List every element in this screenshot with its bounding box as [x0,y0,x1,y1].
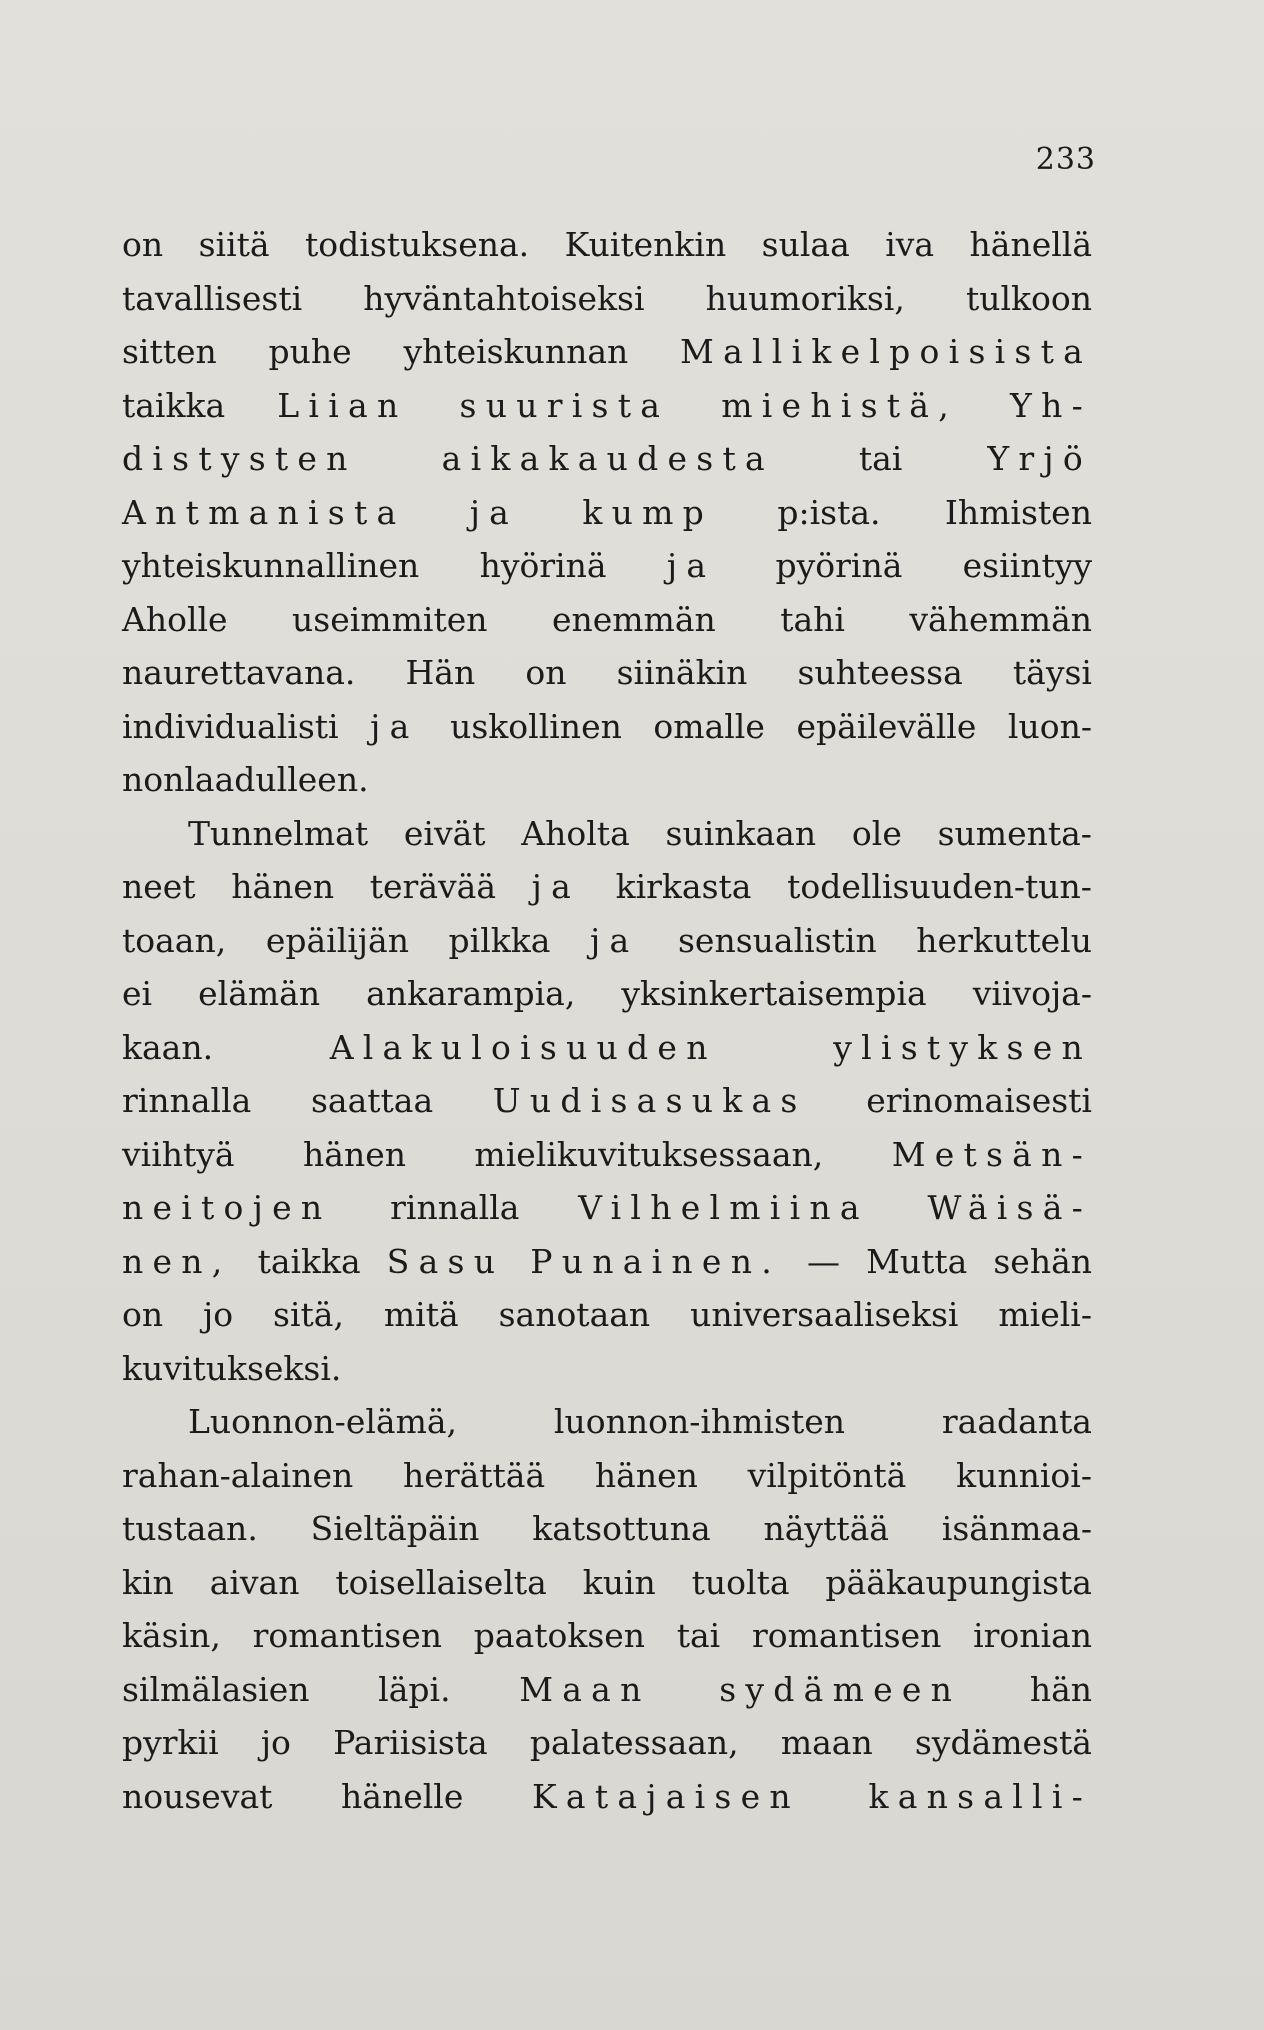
text-line: Luonnon-elämä, luonnon-ihmisten raadanta [188,1402,1092,1441]
body-text [122,218,1092,1823]
text-line: on jo sitä, mitä sanotaan universaaliseksi mieli- [122,1295,1092,1334]
spaced-word: Punainen. [530,1241,781,1281]
text-line: distysten aikakaudesta tai Yrjö [122,439,1092,478]
text-line: kin aivan toisellaiselta kuin tuolta pääkaupungista [122,1562,1092,1602]
spaced-word: Wäisä- [927,1188,1093,1227]
text-line: käsin, romantisen paatoksen tai romantisen ironian [122,1616,1092,1655]
text-line: rahan-alainen herättää hänen vilpitöntä kunnioi- [122,1455,1092,1495]
text-line: neet hänen terävää ja kirkasta todellisuuden-tun- [122,867,1092,906]
spaced-word: Alakuloisuuden [329,1027,717,1067]
spaced-word: nen, [122,1241,232,1281]
spaced-word: Yh- [1010,385,1092,425]
text-line: Tunnelmat eivät Aholta suinkaan ole sumenta- [188,813,1092,853]
spaced-word: sydämeen [719,1669,962,1709]
spaced-word: Sasu [386,1241,505,1281]
text-line: tustaan. Sieltäpäin katsottuna näyttää isänmaa- [122,1509,1092,1548]
text-line: viihtyä hänen mielikuvituksessaan, Metsän- [122,1134,1092,1174]
text-line: yhteiskunnallinen hyörinä ja pyörinä esiintyy [122,546,1093,585]
spaced-word: ja [469,492,519,532]
text-line: rinnalla saattaa Uudisasukas erinomaisesti [122,1081,1092,1120]
spaced-word: Liian [277,385,408,425]
spaced-word: Uudisasukas [492,1081,807,1120]
page-number: 233 [1035,142,1096,177]
text-line: kaan. Alakuloisuuden ylistyksen [122,1027,1092,1067]
text-line: ei elämän ankarampia, yksinkertaisempia viivoja- [122,974,1093,1013]
spaced-word: Mallikelpoisista [680,332,1092,371]
spaced-word: neitojen [122,1188,332,1227]
spaced-word: miehistä, [721,385,958,425]
spaced-word: ja [531,867,580,906]
spaced-word: Antmanista [122,492,406,532]
text-line: neitojen rinnalla Vilhelmiina Wäisä- [122,1188,1093,1227]
text-line: sitten puhe yhteiskunnan Mallikelpoisista [122,332,1092,371]
text-line: tavallisesti hyväntahtoiseksi huumoriksi, tulkoon [122,278,1093,318]
spaced-word: ja [666,546,716,585]
text-line: silmälasien läpi. Maan sydämeen hän [122,1669,1092,1709]
spaced-word: suurista [459,385,670,425]
spaced-word: Vilhelmiina [578,1188,869,1227]
text-line: on siitä todistuksena. Kuitenkin sulaa iva hänellä [122,225,1093,264]
spaced-word: Metsän- [891,1134,1092,1174]
text-line: Aholle useimmiten enemmän tahi vähemmän [122,599,1093,639]
text-line: nousevat hänelle Katajaisen kansalli- [122,1776,1093,1816]
spaced-word: Yrjö [987,439,1092,478]
text-line: Antmanista ja kump p:ista. Ihmisten [122,492,1092,532]
spaced-word: aikakaudesta [441,439,774,478]
text-line: nonlaadulleen. [122,760,369,799]
text-line: taikka Liian suurista miehistä, Yh- [122,385,1092,425]
text-line: toaan, epäilijän pilkka ja sensualistin herkuttelu [122,920,1092,960]
spaced-word: Maan [519,1669,651,1709]
text-line: pyrkii jo Pariisista palatessaan, maan sydämestä [122,1723,1092,1762]
spaced-word: ja [590,920,639,960]
spaced-word: ja [370,706,419,746]
text-line: individualisti ja uskollinen omalle epäilevälle luon- [122,706,1092,746]
text-line: nen, taikka Sasu Punainen. — Mutta sehän [122,1241,1093,1281]
spaced-word: kump [582,492,714,532]
spaced-word: Katajaisen [532,1776,800,1816]
spaced-word: kansalli- [868,1776,1093,1816]
text-line: naurettavana. Hän on siinäkin suhteessa täysi [122,653,1092,692]
spaced-word: ylistyksen [833,1027,1092,1067]
spaced-word: distysten [122,439,357,478]
text-line: kuvitukseksi. [122,1348,342,1388]
